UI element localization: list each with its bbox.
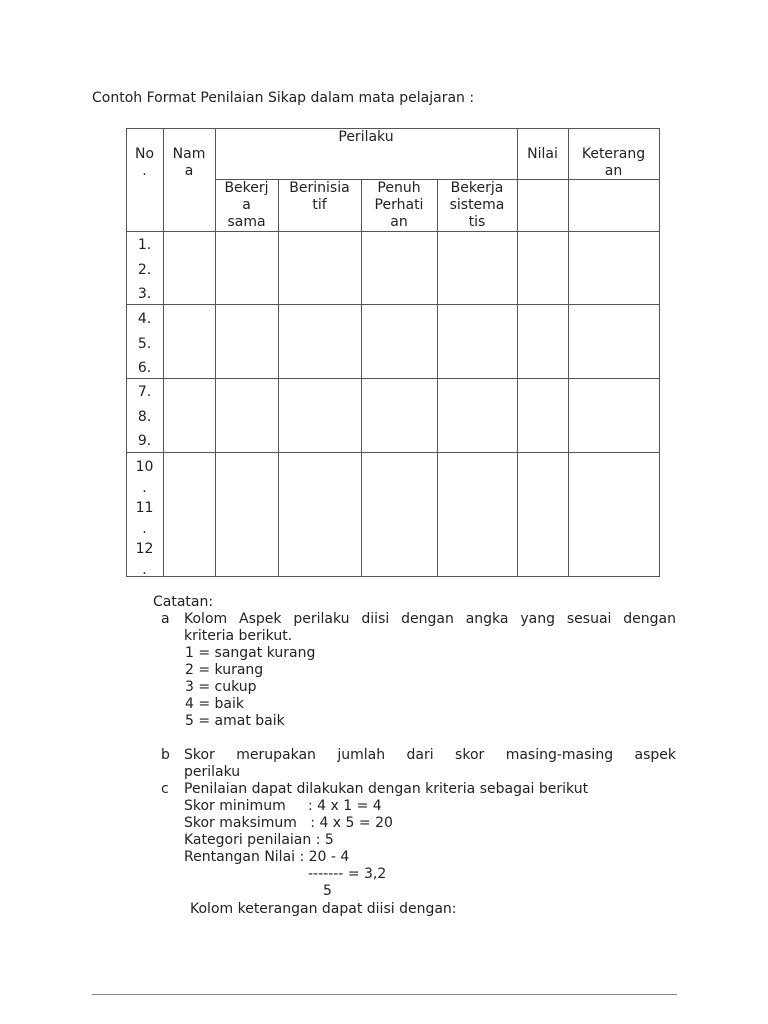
page-title: Contoh Format Penilaian Sikap dalam mata pelajaran :	[92, 90, 475, 106]
subheader-bekerja-sama: Bekerj a sama	[224, 180, 269, 230]
row-group-10-12: 10 . 11 . 12 .	[135, 459, 154, 578]
header-nama: Nam a	[172, 146, 206, 179]
rentangan-nilai: Rentangan Nilai : 20 - 4	[184, 849, 350, 865]
header-keterangan: Keterang an	[581, 146, 646, 179]
scale-1: 1 = sangat kurang	[185, 645, 316, 661]
row-group-4-6: 4. 5. 6.	[137, 311, 152, 376]
scale-3: 3 = cukup	[185, 679, 257, 695]
fraction-line: ------- = 3,2	[308, 866, 387, 882]
scale-2: 2 = kurang	[185, 662, 264, 678]
note-a-text: Kolom Aspek perilaku diisi dengan angka yang sesuai dengan	[184, 611, 676, 627]
kategori-penilaian: Kategori penilaian : 5	[184, 832, 334, 848]
note-b-text-cont: perilaku	[184, 764, 241, 780]
header-perilaku: Perilaku	[338, 129, 394, 145]
note-c-marker: c	[161, 781, 169, 797]
skor-minimum: Skor minimum : 4 x 1 = 4	[184, 798, 382, 814]
note-b-marker: b	[161, 747, 170, 763]
subheader-berinisiatif: Berinisia tif	[289, 180, 350, 213]
header-nilai: Nilai	[527, 146, 558, 162]
keterangan-note: Kolom keterangan dapat diisi dengan:	[190, 901, 457, 917]
header-no: No .	[134, 146, 155, 179]
scale-4: 4 = baik	[185, 696, 245, 712]
row-group-1-3: 1. 2. 3.	[137, 237, 152, 302]
skor-maksimum: Skor maksimum : 4 x 5 = 20	[184, 815, 393, 831]
footer-divider	[92, 994, 677, 995]
subheader-bekerja-sistematis: Bekerja sistema tis	[449, 180, 505, 230]
note-b-text: Skor merupakan jumlah dari skor masing-masing aspek	[184, 747, 676, 763]
fraction-denominator: 5	[323, 883, 332, 899]
note-a-text-cont: kriteria berikut.	[184, 628, 293, 644]
subheader-penuh-perhatian: Penuh Perhati an	[374, 180, 424, 230]
scale-5: 5 = amat baik	[185, 713, 285, 729]
row-group-7-9: 7. 8. 9.	[137, 384, 152, 449]
notes-heading: Catatan:	[153, 594, 214, 610]
note-a-marker: a	[161, 611, 170, 627]
assessment-table	[126, 128, 660, 577]
note-c-text: Penilaian dapat dilakukan dengan kriteria sebagai berikut	[184, 781, 589, 797]
